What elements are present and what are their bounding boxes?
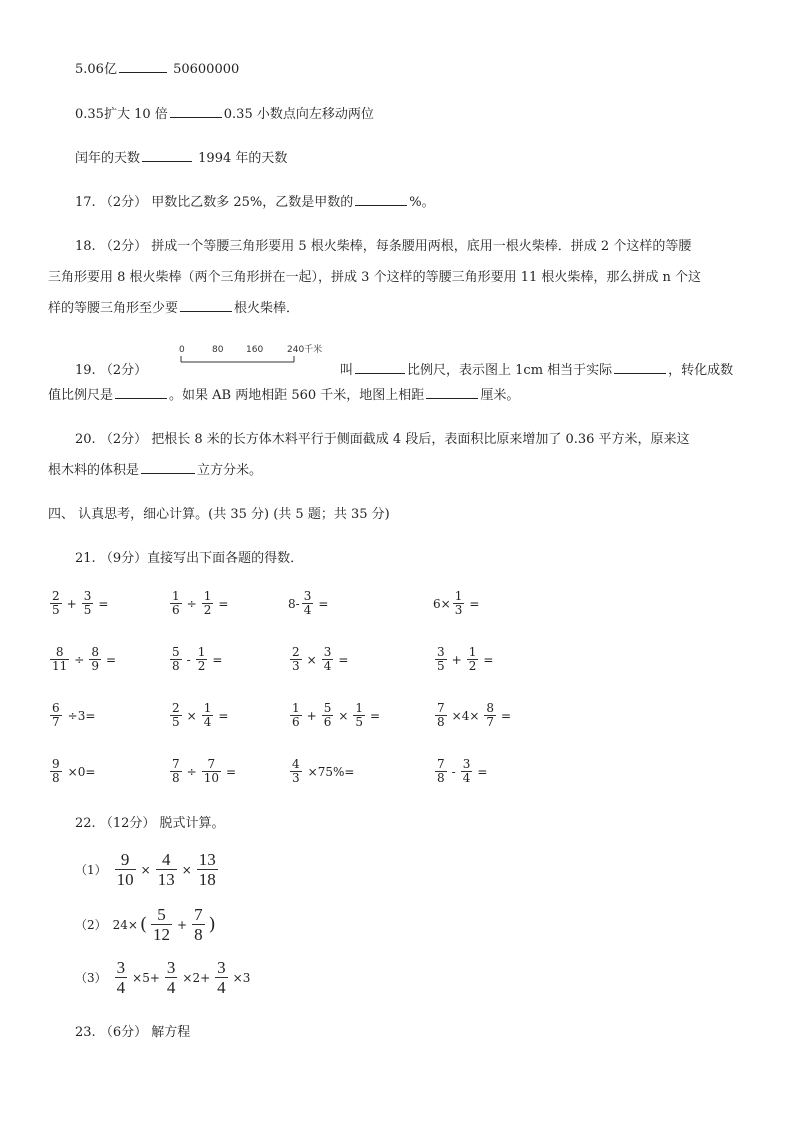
- math-token: 3: [303, 589, 312, 603]
- math-token: 13: [198, 850, 216, 869]
- math-token: 叫: [340, 363, 354, 378]
- math-token: 3: [292, 771, 300, 785]
- fraction: [322, 646, 334, 673]
- question-19-num: [75, 359, 147, 378]
- math-token: 值比例尺是: [48, 388, 114, 403]
- math-token: 1: [355, 701, 364, 715]
- answer-blank[interactable]: [115, 386, 167, 399]
- fraction: [453, 590, 465, 617]
- math-token: =: [218, 708, 229, 723]
- math-token: ÷: [74, 652, 85, 667]
- math-token: 23.: [75, 1025, 96, 1040]
- fraction: [165, 958, 178, 997]
- math-token: 1: [197, 645, 206, 659]
- fraction: [461, 758, 473, 785]
- math-token: =: [218, 596, 229, 611]
- math-token: 7: [486, 715, 495, 729]
- math-token: 立方分米。: [197, 463, 263, 478]
- math-token: 3: [83, 589, 92, 603]
- question-17: [75, 191, 435, 210]
- math-token: 22.: [75, 816, 96, 831]
- math-token: 8: [486, 701, 495, 715]
- answer-blank[interactable]: [180, 299, 232, 312]
- math-token: 5: [437, 659, 445, 673]
- math-token: 8: [172, 771, 180, 785]
- math-token: 8: [52, 771, 60, 785]
- fraction: [151, 905, 172, 944]
- math-token: 3: [166, 958, 176, 977]
- math-token: 50600000: [173, 62, 240, 77]
- math-token: 24×: [112, 917, 138, 932]
- math-token: 5.06亿: [75, 62, 117, 77]
- math-token: 1: [468, 645, 477, 659]
- fraction: [435, 758, 447, 785]
- fraction: [156, 850, 177, 889]
- math-token: 5: [323, 701, 332, 715]
- math-token: 18: [198, 870, 216, 889]
- q22-expr-3: [75, 958, 253, 997]
- math-token: （12分）: [99, 816, 156, 831]
- fraction: [82, 590, 94, 617]
- math-token: ×75%=: [307, 764, 355, 779]
- math-token: 3: [454, 603, 463, 617]
- math-token: 5: [151, 905, 172, 925]
- math-token: 11: [52, 659, 68, 673]
- math-token: -: [451, 764, 456, 779]
- calc-r1-d: [433, 590, 482, 617]
- question-18-line1: [75, 235, 691, 254]
- math-token: 4: [156, 850, 177, 870]
- math-token: 根木料的体积是: [48, 463, 140, 478]
- math-token: +: [66, 596, 77, 611]
- math-token: +: [177, 917, 188, 932]
- math-token: 18.: [75, 239, 96, 254]
- question-18-line2: [48, 266, 701, 285]
- math-token: ×: [306, 652, 317, 667]
- math-token: =: [98, 596, 109, 611]
- compare-line-2: [75, 103, 374, 122]
- math-token: （2分）: [99, 432, 148, 447]
- math-token: (: [139, 914, 147, 935]
- math-token: 1: [203, 701, 212, 715]
- math-token: 厘米。: [480, 388, 520, 403]
- math-token: =: [318, 596, 329, 611]
- fraction: [467, 646, 479, 673]
- math-token: 直接写出下面各题的得数．: [147, 551, 304, 566]
- fraction: [290, 758, 302, 785]
- question-20-line2: [48, 459, 262, 478]
- math-token: 3: [116, 958, 126, 977]
- scale-label: 0: [179, 345, 185, 355]
- q22-expr-2: [75, 905, 216, 944]
- math-token: 8: [91, 645, 99, 659]
- math-token: 8: [194, 925, 203, 944]
- scale-bar: [176, 342, 336, 372]
- fraction: [202, 702, 214, 729]
- calc-r3-a: [48, 702, 95, 729]
- math-token: 17.: [75, 195, 96, 210]
- math-token: 根火柴棒．: [234, 301, 300, 316]
- math-token: ，转化成数: [668, 363, 734, 378]
- math-token: 2: [468, 659, 477, 673]
- answer-blank[interactable]: [142, 149, 192, 162]
- math-token: 4: [166, 978, 176, 997]
- math-token: 12: [153, 925, 170, 944]
- math-token: 4: [116, 978, 126, 997]
- compare-line-1: [75, 58, 239, 77]
- fraction: [215, 958, 228, 997]
- math-token: 7: [437, 757, 445, 771]
- math-token: %。: [409, 195, 435, 210]
- math-token: 比例尺，表示图上 1cm 相当于实际: [407, 363, 613, 378]
- math-token: 2: [203, 603, 212, 617]
- question-19-line2: [48, 384, 519, 403]
- math-token: （1）: [75, 863, 107, 877]
- fraction: [50, 646, 69, 673]
- math-token: =: [477, 764, 488, 779]
- math-token: 9: [91, 659, 99, 673]
- scale-label: 240千米: [287, 345, 323, 355]
- fraction: [196, 646, 208, 673]
- math-token: 21.: [75, 551, 96, 566]
- calc-r4-d: [433, 758, 490, 785]
- math-token: ×2+: [182, 970, 211, 985]
- math-token: 5: [83, 603, 92, 617]
- math-token: （2分）: [99, 363, 148, 378]
- math-token: 7: [437, 701, 445, 715]
- question-21: [75, 547, 303, 566]
- math-token: （6分）: [99, 1025, 148, 1040]
- fraction: [170, 702, 182, 729]
- math-token: 把根长 8 米的长方体木料平行于侧面截成 4 段后，表面积比原来增加了 0.36 平方米，原来这: [151, 432, 690, 447]
- calc-r4-a: [48, 758, 95, 785]
- calc-r4-c: [288, 758, 354, 785]
- fraction: [353, 702, 365, 729]
- math-token: 。如果 AB 两地相距 560 千米，地图上相距: [169, 388, 425, 403]
- answer-blank[interactable]: [141, 461, 195, 474]
- math-token: 7: [172, 757, 180, 771]
- math-token: ×: [186, 708, 197, 723]
- math-token: 1994 年的天数: [194, 151, 288, 166]
- math-token: 6: [323, 715, 332, 729]
- math-token: 19.: [75, 363, 96, 378]
- calc-r3-d: [433, 702, 514, 729]
- math-token: 5: [172, 715, 180, 729]
- math-token: ×4×: [451, 708, 480, 723]
- fraction: [197, 850, 218, 889]
- math-token: （9分）: [99, 551, 148, 566]
- math-token: ×: [140, 862, 151, 877]
- math-token: 1: [454, 589, 463, 603]
- math-token: =: [483, 652, 494, 667]
- math-token: 6: [52, 701, 60, 715]
- math-token: （2）: [75, 918, 107, 932]
- calc-r3-c: [288, 702, 383, 729]
- math-token: 2: [172, 701, 180, 715]
- calc-r3-b: [168, 702, 231, 729]
- fraction: [89, 646, 101, 673]
- math-token: 6: [292, 715, 300, 729]
- math-token: +: [306, 708, 317, 723]
- math-token: （2分）: [99, 239, 148, 254]
- math-token: =: [212, 652, 223, 667]
- math-token: 8: [50, 646, 69, 660]
- math-token: +: [451, 652, 462, 667]
- fraction: [290, 702, 302, 729]
- math-token: 6: [172, 603, 180, 617]
- fraction: [50, 702, 62, 729]
- math-token: 8-: [288, 596, 300, 611]
- math-token: 0.35扩大 10 倍: [75, 107, 168, 122]
- fraction: [435, 702, 447, 729]
- fraction: [322, 702, 334, 729]
- math-token: 4: [292, 757, 300, 771]
- fraction: [484, 702, 496, 729]
- math-token: 2: [197, 659, 206, 673]
- math-token: ×3: [232, 970, 251, 985]
- fraction: [290, 646, 302, 673]
- math-token: ×0=: [67, 764, 96, 779]
- answer-blank[interactable]: [355, 193, 407, 206]
- math-token: ×: [338, 708, 349, 723]
- section-4-heading: [48, 503, 390, 522]
- scale-label: 80: [212, 345, 224, 355]
- math-token: =: [469, 596, 480, 611]
- math-token: 甲数比乙数多 25%，乙数是甲数的: [151, 195, 354, 210]
- math-token: 7: [52, 715, 60, 729]
- math-token: 10: [116, 870, 134, 889]
- math-token: 8: [172, 659, 180, 673]
- math-token: 8: [437, 771, 445, 785]
- fraction: [202, 758, 221, 785]
- math-token: 8: [437, 715, 445, 729]
- math-token: 7: [194, 905, 203, 924]
- math-token: 闰年的天数: [75, 151, 141, 166]
- calc-r2-d: [433, 646, 496, 673]
- calc-r2-b: [168, 646, 225, 673]
- math-token: 4: [303, 603, 312, 617]
- calc-r2-a: [48, 646, 119, 673]
- math-token: 5: [355, 715, 364, 729]
- math-token: ): [208, 914, 216, 935]
- math-token: 1: [292, 701, 300, 715]
- math-token: -: [186, 652, 191, 667]
- math-token: 脱式计算。: [159, 816, 225, 831]
- math-token: 4: [323, 659, 332, 673]
- math-token: 3: [462, 757, 471, 771]
- math-token: 2: [52, 589, 60, 603]
- math-token: 3: [292, 659, 300, 673]
- math-token: 7: [202, 758, 221, 772]
- math-token: 13: [157, 870, 175, 889]
- question-18-line3: [48, 297, 299, 316]
- question-22: [75, 812, 225, 831]
- math-token: 4: [217, 978, 226, 997]
- math-token: （2分）: [99, 195, 148, 210]
- fraction: [115, 958, 128, 997]
- math-token: =: [105, 652, 117, 667]
- calc-r1-a: [48, 590, 111, 617]
- math-token: 20.: [75, 432, 96, 447]
- math-token: ÷3=: [67, 708, 96, 723]
- fraction: [170, 590, 182, 617]
- math-token: 0.35 小数点向左移动两位: [223, 107, 374, 122]
- math-token: ÷: [186, 596, 197, 611]
- math-token: 10: [203, 771, 219, 785]
- math-token: ÷: [186, 764, 197, 779]
- q22-expr-1: [75, 850, 220, 889]
- compare-line-3: [75, 147, 287, 166]
- scale-label: 160: [246, 345, 264, 355]
- math-token: 解方程: [151, 1025, 191, 1040]
- calc-r2-c: [288, 646, 351, 673]
- math-token: =: [338, 652, 349, 667]
- math-token: 3: [437, 645, 445, 659]
- fraction: [50, 590, 62, 617]
- fraction: [170, 758, 182, 785]
- fraction: [192, 905, 205, 944]
- answer-blank[interactable]: [355, 361, 405, 374]
- math-token: 1: [172, 589, 180, 603]
- fraction: [50, 758, 62, 785]
- answer-blank[interactable]: [170, 105, 222, 118]
- fraction: [115, 850, 136, 889]
- math-token: 4: [203, 715, 212, 729]
- math-token: ×: [181, 862, 192, 877]
- math-token: 四、 认真思考，细心计算。(共 35 分) (共 5 题；共 35 分): [48, 507, 390, 522]
- math-token: 3: [323, 645, 332, 659]
- math-token: 5: [52, 603, 60, 617]
- question-23: [75, 1021, 190, 1040]
- math-token: 三角形要用 8 根火柴棒（两个三角形拼在一起），拼成 3 个这样的等腰三角形要用 11 根火柴棒，那么拼成 n 个这: [48, 270, 702, 285]
- math-token: 2: [292, 645, 300, 659]
- math-token: 1: [203, 589, 212, 603]
- fraction: [435, 646, 447, 673]
- question-20-line1: [75, 428, 690, 447]
- math-token: 9: [115, 850, 136, 870]
- math-token: 4: [462, 771, 471, 785]
- answer-blank[interactable]: [119, 60, 167, 73]
- calc-r1-b: [168, 590, 231, 617]
- math-token: （3）: [75, 971, 107, 985]
- calc-r4-b: [168, 758, 239, 785]
- math-token: 样的等腰三角形至少要: [48, 301, 179, 316]
- fraction: [170, 646, 182, 673]
- fraction: [202, 590, 214, 617]
- answer-blank[interactable]: [614, 361, 666, 374]
- math-token: 拼成一个等腰三角形要用 5 根火柴棒，每条腰用两根，底用一根火柴棒．拼成 2 个这样的等腰: [151, 239, 692, 254]
- math-token: 9: [52, 757, 60, 771]
- math-token: =: [225, 764, 237, 779]
- calc-r1-c: [288, 590, 331, 617]
- fraction: [302, 590, 314, 617]
- question-19-line1: [340, 359, 733, 378]
- math-token: 3: [217, 958, 226, 977]
- math-token: 6×: [433, 596, 451, 611]
- math-token: =: [370, 708, 381, 723]
- math-token: =: [501, 708, 512, 723]
- math-token: 5: [172, 645, 180, 659]
- math-token: ×5+: [132, 970, 160, 985]
- answer-blank[interactable]: [426, 386, 478, 399]
